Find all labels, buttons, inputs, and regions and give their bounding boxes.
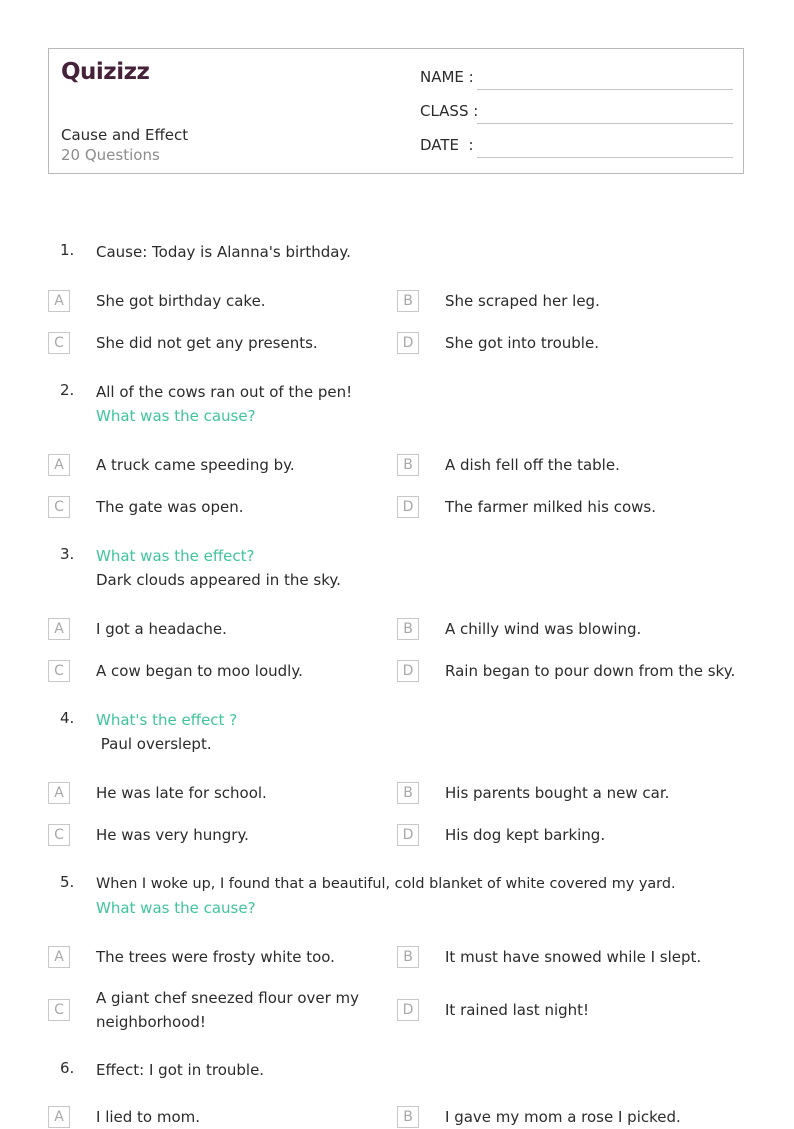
option-text: Rain began to pour down from the sky. <box>445 662 736 680</box>
question-text <box>96 380 716 428</box>
question-number: 1. <box>60 241 75 259</box>
quizizz-logo: Quizizz <box>61 59 150 85</box>
option-text: I lied to mom. <box>96 1108 201 1126</box>
option-text: His dog kept barking. <box>445 826 606 844</box>
worksheet-header <box>48 48 744 174</box>
option-letter: C <box>48 332 70 354</box>
option-letter: B <box>397 454 419 476</box>
option-letter: A <box>48 618 70 640</box>
option-letter: C <box>48 660 70 682</box>
option-text: She got birthday cake. <box>96 292 266 310</box>
option-letter: A <box>48 946 70 968</box>
question-count: 20 Questions <box>61 146 160 164</box>
option-letter: D <box>397 660 419 682</box>
option-letter: D <box>397 824 419 846</box>
option-text: It must have snowed while I slept. <box>445 948 702 966</box>
question-line: Paul overslept. <box>96 735 212 753</box>
option-text: He was very hungry. <box>96 826 249 844</box>
option-text: A dish fell off the table. <box>445 456 620 474</box>
question-number: 6. <box>60 1059 75 1077</box>
option-letter: C <box>48 496 70 518</box>
question-line: All of the cows ran out of the pen! <box>96 383 353 401</box>
question-prompt: What was the effect? <box>96 547 255 565</box>
question-text <box>96 1058 716 1082</box>
question-prompt: What's the effect ? <box>96 711 238 729</box>
question-prompt: What was the cause? <box>96 899 256 917</box>
name-line <box>477 89 733 90</box>
question-prompt: What was the cause? <box>96 407 256 425</box>
option-text: I got a headache. <box>96 620 227 638</box>
question-line: When I woke up, I found that a beautiful, cold blanket of white covered my yard. <box>96 876 676 892</box>
class-label: CLASS : <box>420 102 479 120</box>
option-letter: B <box>397 618 419 640</box>
name-label: NAME : <box>420 68 474 86</box>
option-text: He was late for school. <box>96 784 267 802</box>
question-number: 5. <box>60 873 75 891</box>
option-text: I gave my mom a rose I picked. <box>445 1108 681 1126</box>
worksheet-title: Cause and Effect <box>61 126 189 144</box>
option-letter: C <box>48 824 70 846</box>
question-text <box>96 708 716 756</box>
question-number: 2. <box>60 381 75 399</box>
class-line <box>477 123 733 124</box>
question-text <box>96 240 716 264</box>
option-text: His parents bought a new car. <box>445 784 670 802</box>
option-text: The farmer milked his cows. <box>445 498 656 516</box>
option-letter: B <box>397 782 419 804</box>
option-letter: A <box>48 782 70 804</box>
question-number: 3. <box>60 545 75 563</box>
question-line: Effect: I got in trouble. <box>96 1061 265 1079</box>
question-text <box>96 872 736 920</box>
question-line: Dark clouds appeared in the sky. <box>96 571 341 589</box>
option-text: She scraped her leg. <box>445 292 600 310</box>
date-line <box>477 157 733 158</box>
option-letter: D <box>397 999 419 1021</box>
option-letter: C <box>48 999 70 1021</box>
option-letter: A <box>48 1106 70 1128</box>
option-text: The trees were frosty white too. <box>96 948 335 966</box>
option-text: A giant chef sneezed flour over my neighborhood! <box>96 989 360 1031</box>
option-letter: D <box>397 332 419 354</box>
option-letter: B <box>397 1106 419 1128</box>
option-letter: A <box>48 454 70 476</box>
option-text: She got into trouble. <box>445 334 599 352</box>
option-letter: B <box>397 290 419 312</box>
option-text: The gate was open. <box>96 498 244 516</box>
question-text <box>96 544 716 592</box>
option-text: A truck came speeding by. <box>96 456 295 474</box>
date-label: DATE : <box>420 136 474 154</box>
option-text: A cow began to moo loudly. <box>96 662 303 680</box>
question-line: Cause: Today is Alanna's birthday. <box>96 243 351 261</box>
option-letter: D <box>397 496 419 518</box>
option-text: She did not get any presents. <box>96 334 318 352</box>
option-text: It rained last night! <box>445 1001 590 1019</box>
option-letter: A <box>48 290 70 312</box>
option-letter: B <box>397 946 419 968</box>
option-text: A chilly wind was blowing. <box>445 620 642 638</box>
question-number: 4. <box>60 709 75 727</box>
